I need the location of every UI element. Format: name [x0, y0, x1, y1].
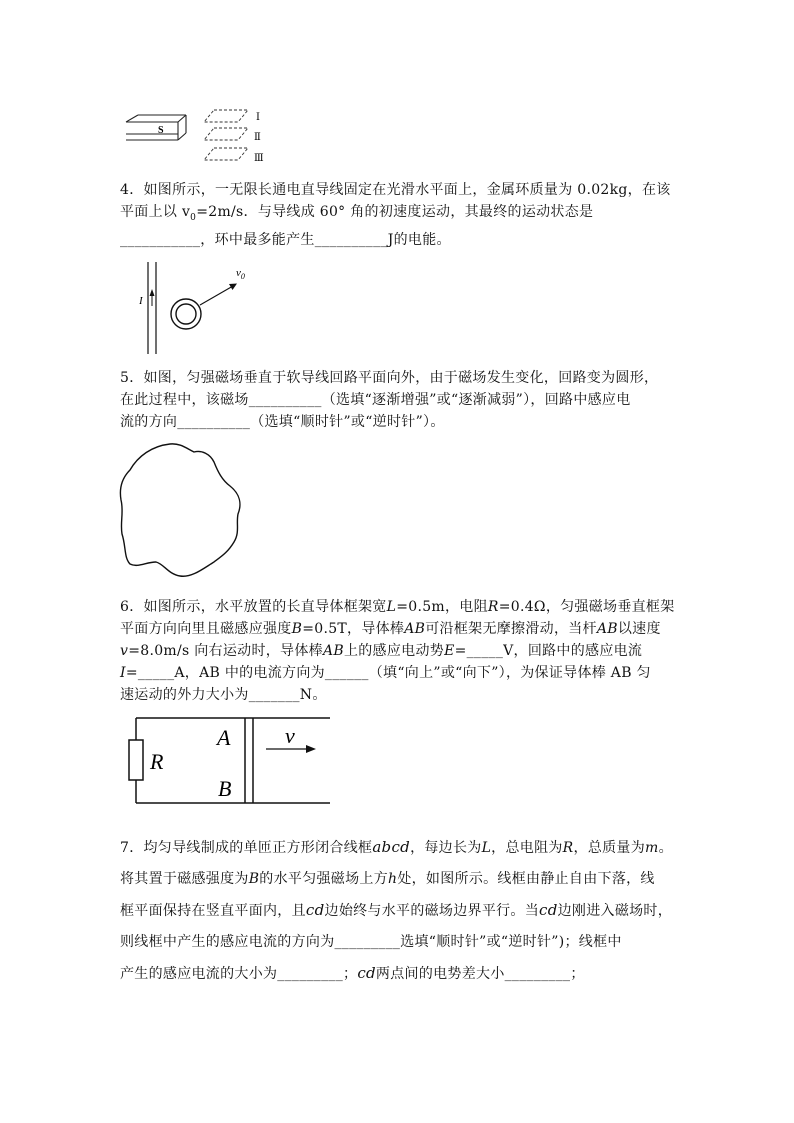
q7-l3-c: 边刚进入磁场时， — [557, 903, 673, 919]
q7-l1-abcd: abcd — [372, 838, 411, 856]
magnet-label: S — [158, 125, 164, 136]
q7-line-1 — [120, 832, 680, 864]
velocity-arrow — [200, 286, 233, 305]
q7-l3-cd2: cd — [539, 901, 558, 919]
soft-wire-loop — [120, 444, 240, 576]
q6-l1-a: 6．如图所示，水平放置的长直导体框架宽 — [120, 599, 387, 615]
q7-l2-b: 的水平匀强磁场上方 — [259, 871, 388, 887]
rail-circuit-figure — [124, 712, 336, 808]
q7-l3-b: 边始终与水平的磁场边界平行。当 — [324, 903, 540, 919]
q7-l2-c: 处，如图所示。线框由静止自由下落，线 — [397, 871, 655, 887]
velocity-label: v — [285, 723, 295, 748]
q7-line-2 — [120, 864, 680, 895]
q5-line-1: 5．如图，匀强磁场垂直于软导线回路平面向外，由于磁场发生变化，回路变为圆形， — [120, 370, 659, 386]
q6-l1-c: =0.4Ω，匀强磁场垂直框架 — [498, 599, 675, 615]
q7-l3-cd: cd — [305, 901, 325, 919]
wire-ring-figure — [136, 258, 256, 358]
q7-l1-R: R — [562, 840, 574, 856]
q4-line-2-a: 平面上以 v — [120, 204, 191, 220]
question-4 — [120, 179, 680, 251]
q6-l2-c: 可沿框架无摩擦滑动，当杆 — [425, 621, 597, 637]
q6-l1-L: L — [386, 599, 397, 615]
q7-l2-a: 将其置于磁感强度为 — [120, 871, 249, 887]
q6-line-3 — [120, 640, 680, 662]
q6-l3-AB: AB — [322, 643, 344, 659]
position-1-label: Ⅰ — [256, 112, 260, 123]
q6-l3-b: 上的感应电动势 — [343, 643, 445, 659]
q6-line-2 — [120, 618, 680, 640]
q7-l1-b: ，每边长为 — [410, 840, 482, 856]
loop-3 — [204, 148, 248, 160]
q5-line-3: 流的方向__________（选填“顺时针”或“逆时针”）。 — [120, 414, 445, 430]
q4-line-2-sub: 0 — [190, 212, 197, 223]
loop-1 — [204, 110, 248, 122]
loop-2 — [204, 128, 248, 140]
q7-l5-b: 两点间的电势差大小_________； — [375, 966, 585, 982]
q6-l1-R: R — [487, 599, 499, 615]
q6-line-5: 速运动的外力大小为_______N。 — [120, 687, 327, 703]
q6-l2-a: 平面方向向里且磁感应强度 — [120, 621, 292, 637]
label-a: A — [217, 725, 231, 750]
q6-l2-AB2: AB — [596, 621, 618, 637]
resistor — [129, 740, 143, 780]
question-6 — [120, 596, 680, 706]
q4-line-2-b: =2m/s．与导线成 60° 角的初速度运动，其最终的运动状态是 — [196, 204, 594, 220]
q6-line-1 — [120, 596, 680, 618]
position-3-label: Ⅲ — [254, 153, 264, 164]
irregular-loop-figure — [118, 438, 248, 583]
q7-l1-a: 7．均匀导线制成的单匝正方形闭合线框 — [120, 840, 373, 856]
label-b: B — [218, 776, 232, 801]
current-label: I — [139, 295, 143, 307]
metal-ring-inner — [176, 304, 196, 324]
q6-l3-v: v — [120, 643, 129, 659]
q7-l1-e: 。 — [658, 840, 673, 856]
resistor-label: R — [150, 749, 164, 774]
question-7 — [120, 832, 680, 990]
q6-l2-AB: AB — [404, 621, 426, 637]
q7-l1-L: L — [481, 840, 492, 856]
q6-l1-b: =0.5m，电阻 — [396, 599, 488, 615]
bar-magnet — [126, 115, 186, 140]
q7-l1-d: ，总质量为 — [573, 840, 646, 856]
q7-l1-c: ，总电阻为 — [491, 840, 563, 856]
velocity-label: $v_0$ — [236, 267, 245, 281]
q4-line-1: 4．如图所示，一无限长通电直导线固定在光滑水平面上，金属环质量为 0.02kg，在该 — [120, 182, 671, 198]
q7-line-3 — [120, 895, 680, 927]
q6-l3-E: E — [444, 643, 455, 659]
q7-l5-cd: cd — [357, 964, 376, 982]
position-2-label: Ⅱ — [254, 132, 261, 143]
question-5 — [120, 367, 680, 433]
q7-l2-h: h — [388, 871, 398, 887]
q4-line-3: ___________，环中最多能产生__________J的电能。 — [120, 231, 451, 248]
loop-positions — [204, 110, 248, 160]
q6-l2-B: B — [291, 621, 303, 637]
magnet-figure — [120, 102, 280, 168]
q6-l2-b: =0.5T，导体棒 — [302, 621, 405, 637]
q7-l5-a: 产生的感应电流的大小为_________； — [120, 966, 358, 982]
q6-l4-a: =_____A，AB 中的电流方向为______（填“向上”或“向下”），为保证导体棒 AB 匀 — [125, 665, 651, 681]
q7-l2-B: B — [248, 871, 260, 887]
q6-l3-a: =8.0m/s 向右运动时，导体棒 — [128, 643, 323, 659]
q4-line-2 — [120, 201, 680, 229]
q6-l2-d: 以速度 — [617, 621, 661, 637]
q7-l3-a: 框平面保持在竖直平面内，且 — [120, 903, 306, 919]
q6-line-4 — [120, 662, 680, 684]
q7-line-4: 则线框中产生的感应电流的方向为_________选填“顺时针”或“逆时针”)；线框中 — [120, 934, 622, 950]
q6-l3-c: =_____V，回路中的感应电流 — [454, 643, 643, 659]
q7-l1-m: m — [645, 840, 659, 856]
q5-line-2: 在此过程中，该磁场__________（选填“逐渐增强”或“逐渐减弱”），回路中感应电 — [120, 392, 631, 408]
q7-line-5 — [120, 958, 680, 990]
q6-l4-I: I — [120, 665, 126, 681]
